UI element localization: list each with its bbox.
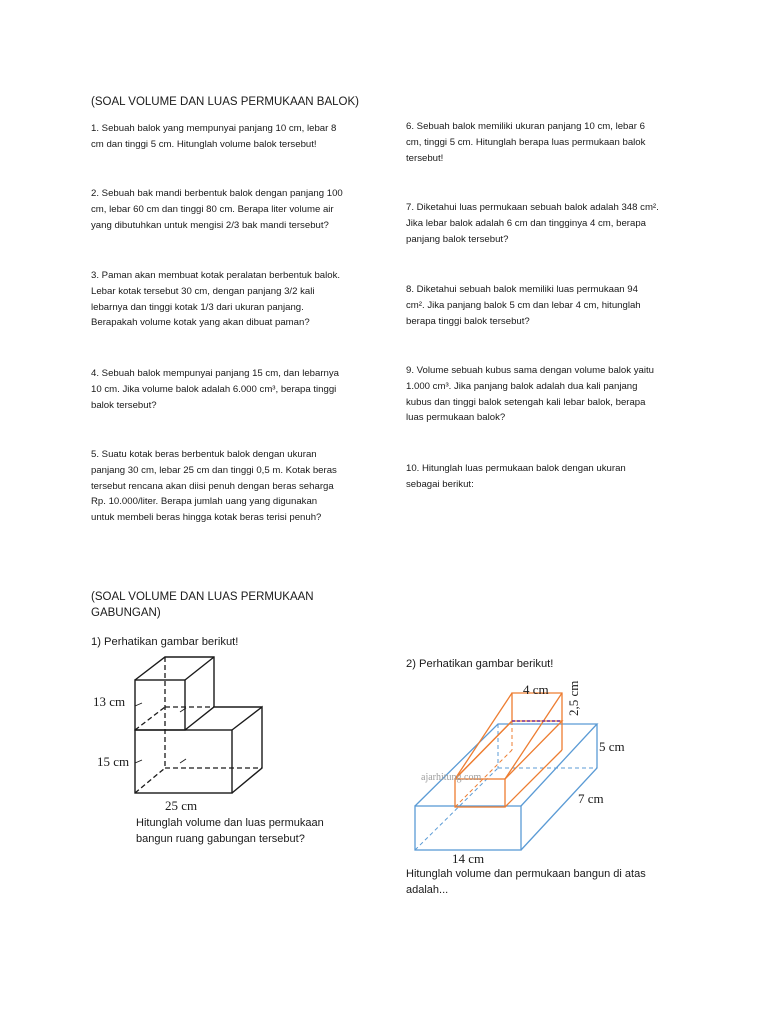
label-14cm: 14 cm — [452, 851, 485, 866]
label-15cm: 15 cm — [97, 754, 130, 769]
question-2: 2. Sebuah bak mandi berbentuk balok dengan panjang 100 cm, lebar 60 cm dan tinggi 80 cm. Berapa liter volume air yang dibutuhkan untuk mengisi 2/3 bak mandi tersebut? — [91, 188, 343, 231]
page-title: (SOAL VOLUME DAN LUAS PERMUKAAN BALOK) — [91, 96, 359, 108]
question-8: 8. Diketahui sebuah balok memiliki luas permukaan 94 cm². Jika panjang balok 5 cm dan lebar 4 cm, hitunglah berapa tinggi balok tersebut? — [406, 284, 641, 327]
blue-box-front — [415, 806, 521, 850]
upper-cube-front — [135, 680, 185, 730]
watermark: ajarhitung.com — [421, 772, 482, 783]
figure-2-stacked-boxes — [400, 672, 625, 872]
section-title-gabungan: (SOAL VOLUME DAN LUAS PERMUKAAN GABUNGAN) — [91, 591, 314, 619]
question-9: 9. Volume sebuah kubus sama dengan volume balok yaitu 1.000 cm³. Jika panjang balok adalah dua kali panjang kubus dan tinggi balok setengah kali lebar balok, berapa luas permukaan balok? — [406, 365, 654, 424]
figure-1-intro: 1) Perhatikan gambar berikut! — [91, 636, 239, 648]
question-10: 10. Hitunglah luas permukaan balok dengan ukuran sebagai berikut: — [406, 463, 626, 490]
figure-1-composite-solid — [90, 650, 290, 820]
figure-2-intro: 2) Perhatikan gambar berikut! — [406, 658, 554, 670]
blue-box-top — [415, 724, 597, 806]
lower-box-top — [185, 707, 262, 730]
question-4: 4. Sebuah balok mempunyai panjang 15 cm, dan lebarnya 10 cm. Jika volume balok adalah 6.000 cm³, berapa tinggi balok tersebut? — [91, 368, 340, 411]
orange-box-back — [512, 693, 562, 721]
lower-box-right — [232, 707, 262, 793]
question-6: 6. Sebuah balok memiliki ukuran panjang 10 cm, lebar 6 cm, tinggi 5 cm. Hitunglah berapa luas permukaan balok tersebut! — [406, 121, 646, 164]
question-3: 3. Paman akan membuat kotak peralatan berbentuk balok. Lebar kotak tersebut 30 cm, dengan panjang 3/2 kali lebarnya dan tinggi kotak 1/3 dari ukuran panjang. Berapakah volume kotak yang akan dibuat paman? — [91, 270, 341, 329]
label-13cm: 13 cm — [93, 694, 126, 709]
figure-2-caption: Hitunglah volume dan permukaan bangun di atas adalah... — [406, 868, 646, 896]
question-5: 5. Suatu kotak beras berbentuk balok dengan ukuran panjang 30 cm, lebar 25 cm dan tinggi 0,5 m. Kotak beras tersebut rencana akan diisi penuh dengan beras seharga Rp. 10.000/liter. Berapa jumlah uang yang digunakan untuk membeli beras hingga kotak beras terisi penuh? — [91, 449, 337, 524]
hidden-depth-edge — [135, 768, 165, 793]
lower-box-front — [135, 730, 232, 793]
label-25cm: 25 cm — [165, 798, 198, 813]
question-1: 1. Sebuah balok yang mempunyai panjang 10 cm, lebar 8 cm dan tinggi 5 cm. Hitunglah volume balok tersebut! — [91, 123, 337, 150]
figure-1-caption: Hitunglah volume dan luas permukaan bangun ruang gabungan tersebut? — [136, 817, 324, 845]
question-7: 7. Diketahui luas permukaan sebuah balok adalah 348 cm². Jika lebar balok adalah 6 cm dan tingginya 4 cm, berapa panjang balok tersebut? — [406, 202, 659, 245]
label-7cm: 7 cm — [578, 791, 604, 806]
label-4cm: 4 cm — [523, 682, 549, 697]
blue-box-right — [521, 724, 597, 850]
upper-cube-top-edges — [135, 657, 214, 707]
label-5cm: 5 cm — [599, 739, 625, 754]
label-2-5cm: 2,5 cm — [566, 680, 581, 716]
